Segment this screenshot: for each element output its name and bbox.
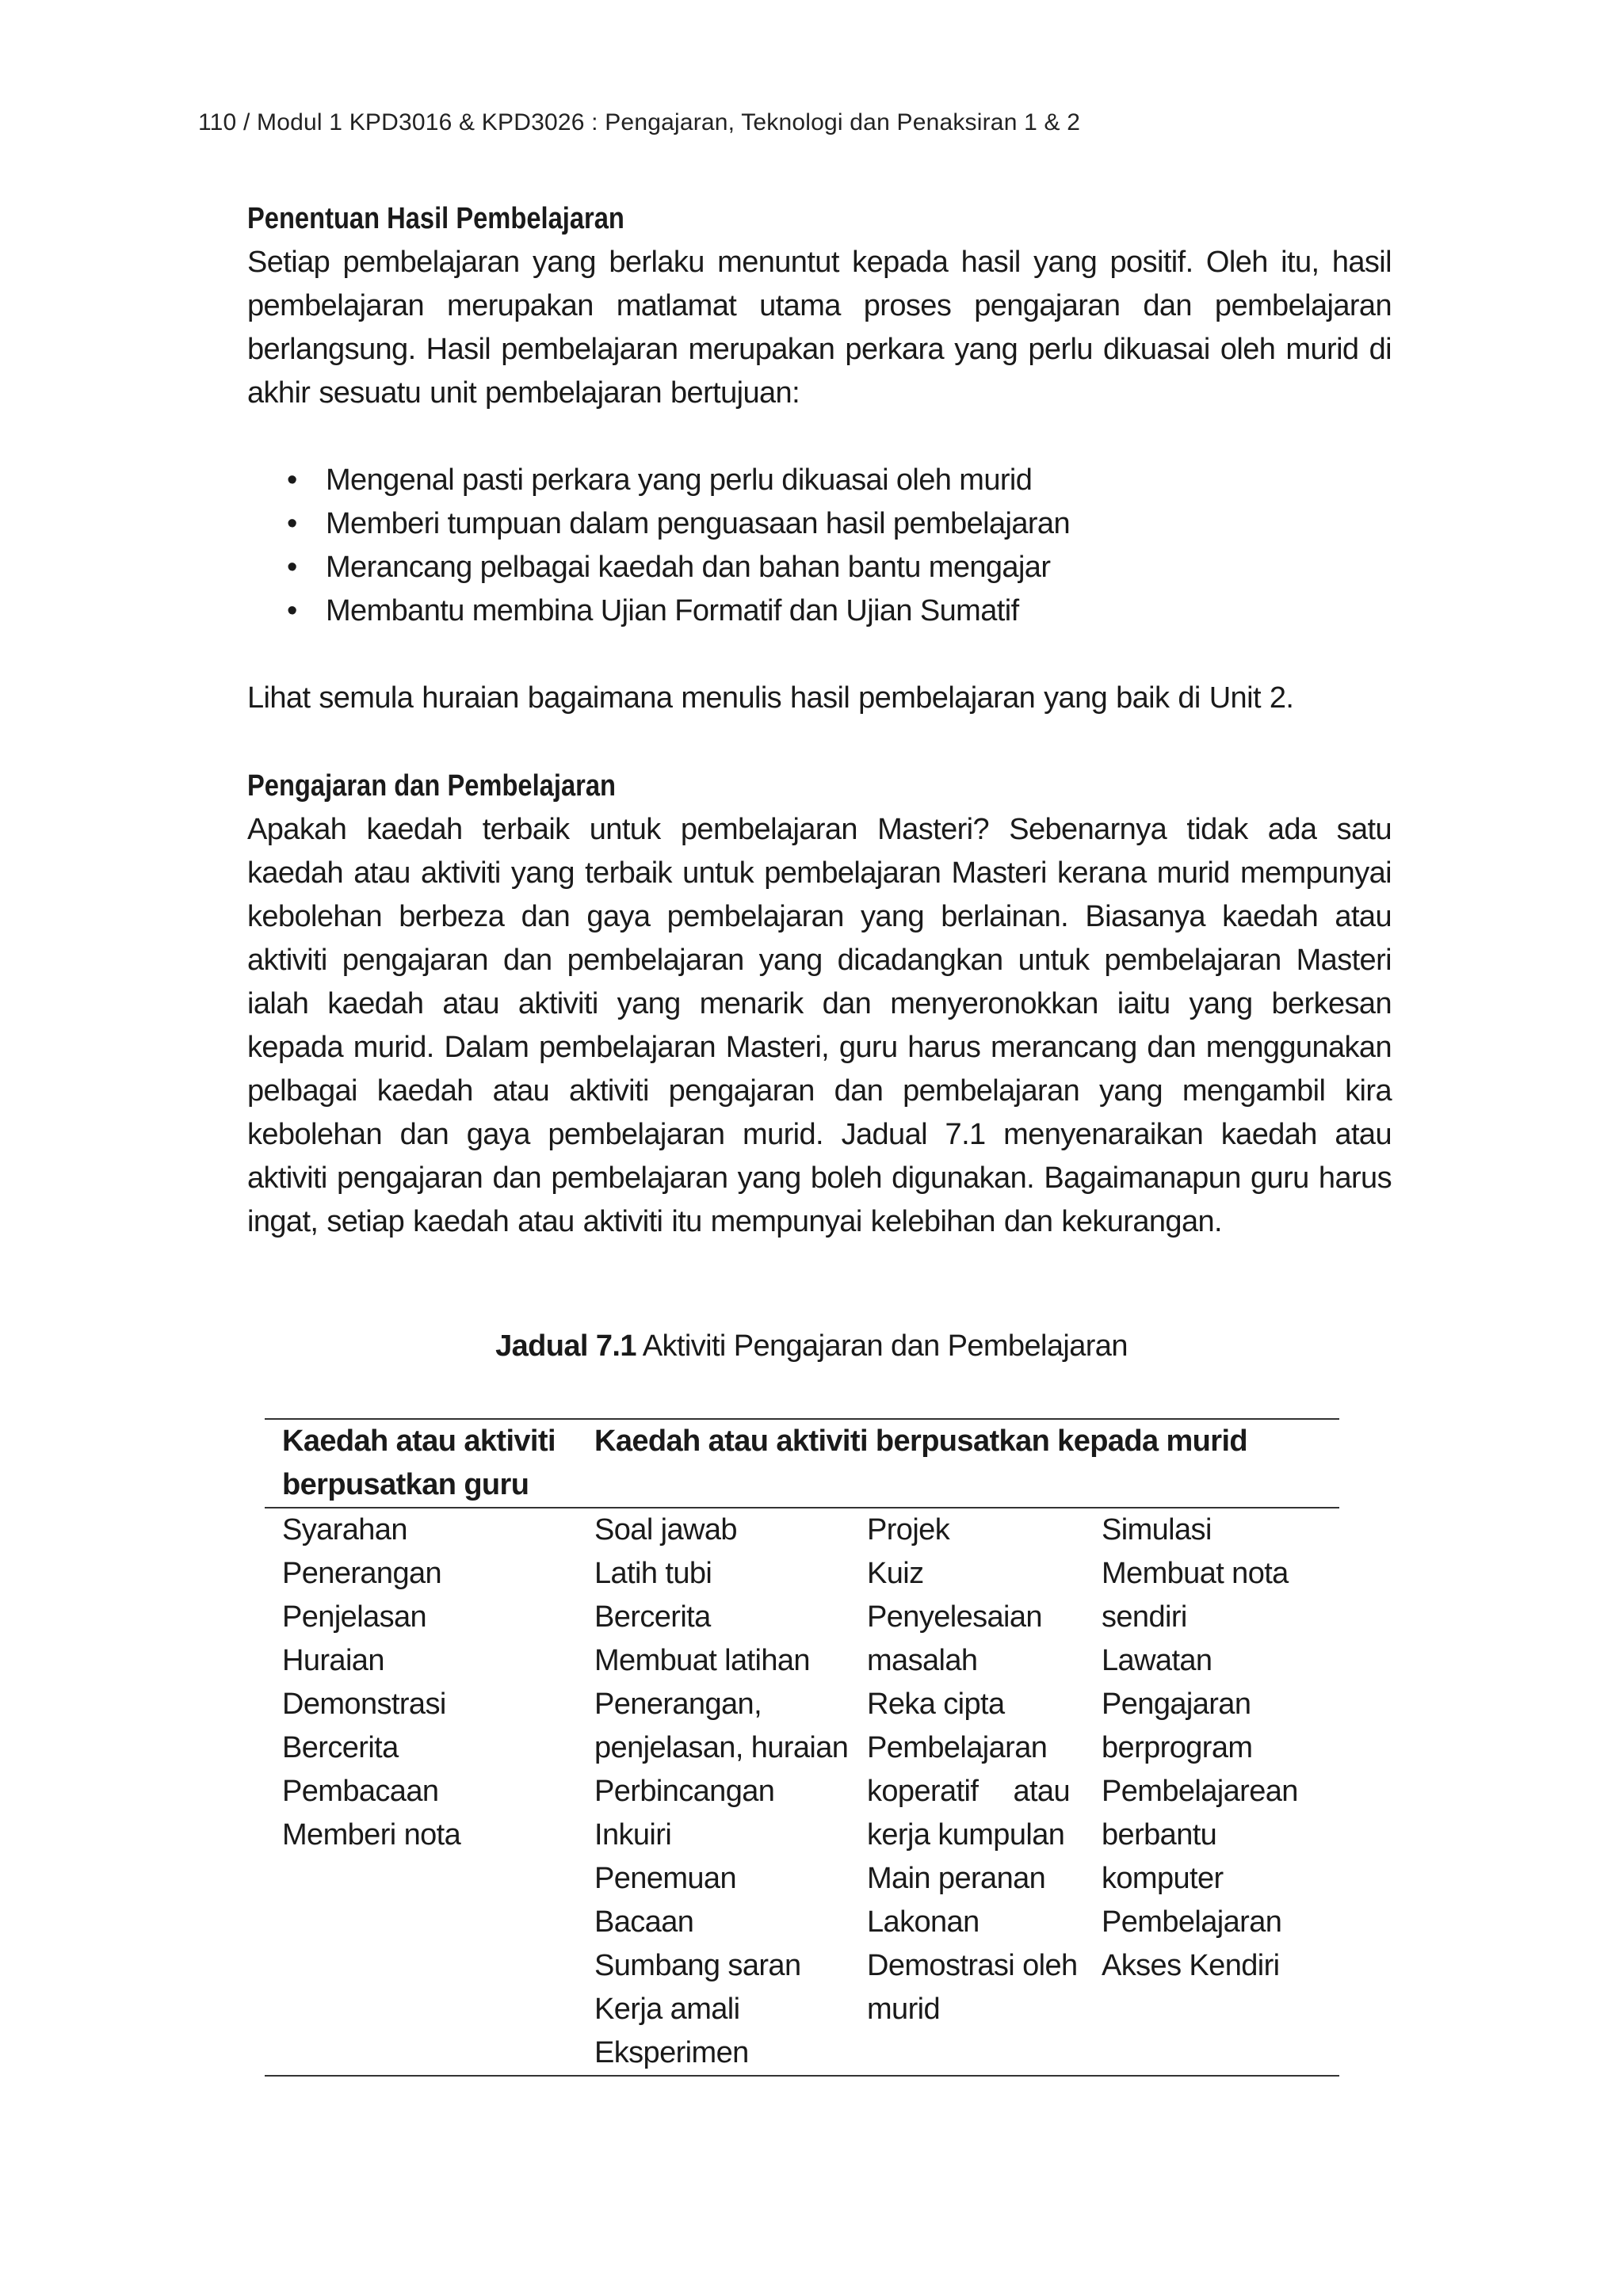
paragraph-learning-outcomes: Setiap pembelajaran yang berlaku menuntut kepada hasil yang positif. Oleh itu, hasil pembelajaran merupakan matlamat utama proses pengajaran dan pembelajaran berlangsung. Hasil pembelajaran merupakan perkara yang perlu dikuasai oleh murid di akhir sesuatu unit pembelajaran bertujuan: — [247, 246, 1392, 410]
section-heading-teaching-learning: Pengajaran dan Pembelajaran — [247, 769, 616, 803]
table-cell-line: kerja kumpulan — [867, 1818, 1065, 1852]
table-cell-line: murid — [867, 1993, 941, 2026]
table-cell-line: Syarahan — [282, 1513, 407, 1547]
table-cell-line: Perbincangan — [594, 1775, 775, 1808]
list-item: • Mengenal pasti perkara yang perlu dikuasai oleh murid — [247, 459, 1392, 502]
table-cell-line: Simulasi — [1102, 1513, 1212, 1547]
table-cell-line: Bercerita — [282, 1731, 399, 1764]
table-cell-line: Memberi nota — [282, 1818, 461, 1852]
section-heading-learning-outcomes: Penentuan Hasil Pembelajaran — [247, 202, 624, 235]
table-cell-line: Akses Kendiri — [1102, 1949, 1280, 1982]
table-cell-line: Penerangan — [282, 1557, 442, 1590]
list-item: • Membantu membina Ujian Formatif dan Ujian Sumatif — [247, 589, 1392, 633]
table-cell-line: Bacaan — [594, 1905, 694, 1939]
table-cell-line: Pembacaan — [282, 1775, 439, 1808]
table-cell-line: Bercerita — [594, 1600, 711, 1634]
table-cell-line: Penerangan, — [594, 1688, 762, 1721]
bullet-icon: • — [287, 551, 297, 584]
table-cell-line: Pembelajarean — [1102, 1775, 1298, 1808]
table-cell-line: berbantu — [1102, 1818, 1217, 1852]
table-cell-line: berprogram — [1102, 1731, 1253, 1764]
bullet-icon: • — [287, 594, 297, 627]
table-cell-line: masalah — [867, 1644, 978, 1677]
table-cell-line: Latih tubi — [594, 1557, 712, 1590]
note-unit-2: Lihat semula huraian bagaimana menulis hasil pembelajaran yang baik di Unit 2. — [247, 681, 1294, 715]
table-cell-line: Demostrasi oleh — [867, 1949, 1078, 1982]
table-cell-line: Kuiz — [867, 1557, 924, 1590]
table-cell-line: Projek — [867, 1513, 950, 1547]
table-cell-line: Huraian — [282, 1644, 384, 1677]
header-teacher-centred: Kaedah atau aktiviti berpusatkan guru — [265, 1420, 577, 1508]
table-cell-line: Penyelesaian — [867, 1600, 1042, 1634]
table-cell-line: Pengajaran — [1102, 1688, 1251, 1721]
table-cell-line: sendiri — [1102, 1600, 1187, 1634]
page-content — [247, 196, 1392, 1244]
table-cell-line: Membuat nota — [1102, 1557, 1289, 1590]
table-cell-line: Reka cipta — [867, 1688, 1005, 1721]
table-cell-line: Soal jawab — [594, 1513, 737, 1547]
col-student-centred-2 — [850, 1508, 1084, 2075]
table-row — [265, 1508, 1339, 2075]
table-cell-line: Membuat latihan — [594, 1644, 810, 1677]
table-cell-line: penjelasan, huraian — [594, 1731, 849, 1764]
paragraph-teaching-learning: Apakah kaedah terbaik untuk pembelajaran Masteri? Sebenarnya tidak ada satu kaedah atau aktiviti yang terbaik untuk pembelajaran Masteri kerana murid mempunyai kebolehan berbeza dan gaya pembelajaran yang berlainan. Biasanya kaedah atau aktiviti pengajaran dan pembelajaran yang dicadangkan untuk pembelajaran Masteri ialah kaedah atau aktiviti yang menarik dan menyeronokkan iaitu yang berkesan kepada murid. Dalam pembelajaran Masteri, guru harus merancang dan menggunakan pelbagai kaedah atau aktiviti pengajaran dan pembelajaran yang mengambil kira kebolehan dan gaya pembelajaran murid. Jadual 7.1 menyenaraikan kaedah atau aktiviti pengajaran dan pembelajaran yang boleh digunakan. Bagaimanapun guru harus ingat, setiap kaedah atau aktiviti itu mempunyai kelebihan dan kekurangan. — [247, 813, 1392, 1238]
table-cell-line: Eksperimen — [594, 2036, 749, 2069]
table-caption: Jadual 7.1 Aktiviti Pengajaran dan Pembelajaran — [495, 1329, 1128, 1363]
bullet-icon: • — [287, 463, 297, 497]
table-cell-line: Main peranan — [867, 1862, 1046, 1895]
header-student-centred: Kaedah atau aktiviti berpusatkan kepada murid — [577, 1420, 1339, 1508]
table-cell-line: Sumbang saran — [594, 1949, 801, 1982]
table-cell-line: komputer — [1102, 1862, 1224, 1895]
table-cell-line: Penemuan — [594, 1862, 737, 1895]
list-item: • Memberi tumpuan dalam penguasaan hasil pembelajaran — [247, 502, 1392, 546]
col-student-centred-3 — [1084, 1508, 1339, 2075]
table-header-row — [265, 1420, 1339, 1508]
bullet-icon: • — [287, 507, 297, 540]
page-header: 110 / Modul 1 KPD3016 & KPD3026 : Pengajaran, Teknologi dan Penaksiran 1 & 2 — [198, 109, 1081, 135]
table-cell-line: Pembelajaran — [867, 1731, 1048, 1764]
table-cell-line: Kerja amali — [594, 1993, 740, 2026]
table-cell-line: Lawatan — [1102, 1644, 1212, 1677]
col-teacher-centred — [265, 1508, 577, 2075]
table-cell-line: Inkuiri — [594, 1818, 672, 1852]
bullet-list — [247, 459, 1392, 633]
table-cell-line: Penjelasan — [282, 1600, 427, 1634]
table-cell-line: Lakonan — [867, 1905, 980, 1939]
list-item: • Merancang pelbagai kaedah dan bahan bantu mengajar — [247, 546, 1392, 589]
activities-table — [265, 1418, 1339, 2077]
col-student-centred-1 — [577, 1508, 850, 2075]
table-cell-line: koperatif atau — [867, 1775, 1070, 1808]
table-cell-line: Demonstrasi — [282, 1688, 446, 1721]
table-cell-line: Pembelajaran — [1102, 1905, 1282, 1939]
